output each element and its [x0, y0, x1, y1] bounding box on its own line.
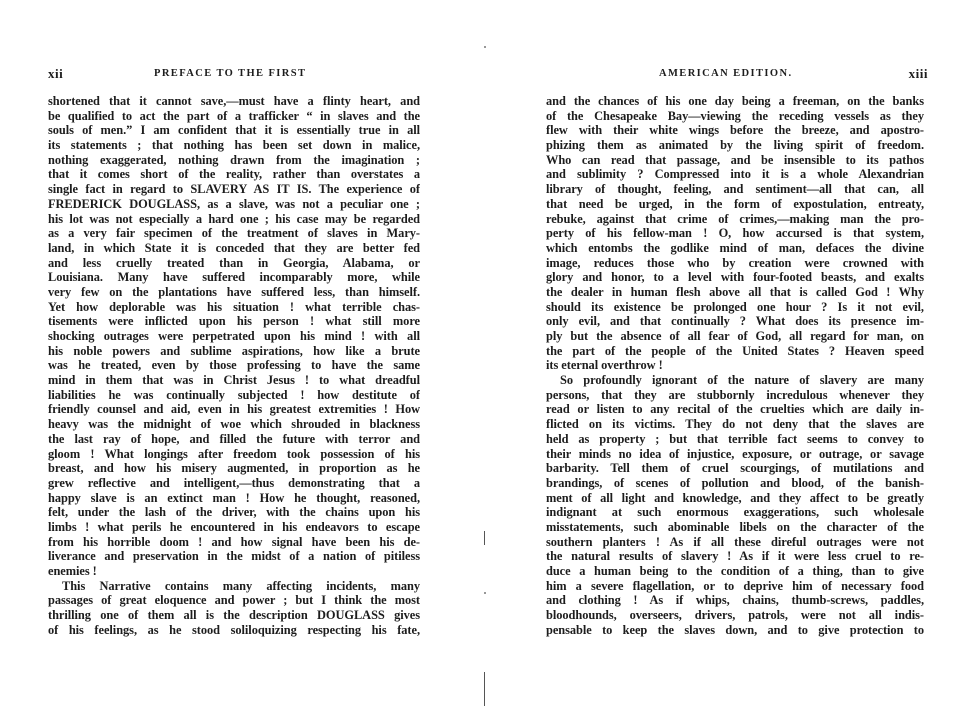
text-line: breast, and how his misery augmented, in proportion as he: [48, 461, 420, 476]
text-line: him a severe flagellation, or to deprive him of necessary food: [546, 578, 924, 593]
text-line: duce a human being to the condition of a thing, than to give: [546, 564, 924, 578]
text-line: held as property ; but that terrible fact seems to convey to: [546, 431, 924, 446]
left-page: [48, 0, 420, 727]
text-line: should its existence be prolonged one hour ? Is it not evil,: [546, 299, 924, 314]
text-line: flicted on its victims. They do not deny that the slaves are: [546, 417, 924, 432]
page-number: xii: [48, 66, 64, 81]
text-line: which entombs the godlike mind of man, defaces the divine: [546, 240, 924, 255]
text-line: and the chances of his one day being a freeman, on the banks: [546, 94, 924, 108]
text-line: tisements were inflicted upon his person ! what still more: [48, 314, 420, 329]
text-line: only evil, and that continually ? What does its presence im-: [546, 314, 924, 329]
text-line: persons, that they are stubbornly incredulous whenever they: [546, 387, 924, 402]
text-line: Louisiana. Many have suffered incomparably more, while: [48, 270, 420, 285]
scan-speck: [484, 592, 486, 594]
text-line: felt, under the lash of the driver, with the chains upon his: [48, 505, 420, 520]
running-head: AMERICAN EDITION.: [659, 68, 793, 79]
text-line: brandings, of scenes of pollution and blood, of the banish-: [546, 475, 924, 490]
text-line: of the Chesapeake Bay—viewing the receding vessels as they: [546, 108, 924, 123]
text-line: Who can read that passage, and be insensible to its pathos: [546, 152, 924, 167]
text-line: happy slave is an extinct man ! How he thought, reasoned,: [48, 490, 420, 505]
left-page-header: [48, 66, 420, 82]
text-line: This Narrative contains many affecting incidents, many: [62, 578, 420, 593]
text-line: his lot was not especially a hard one ; his case may be regarded: [48, 211, 420, 226]
right-page: [546, 0, 928, 727]
text-line: limbs ! what perils he encountered in his endeavors to escape: [48, 519, 420, 534]
text-line: glory and honor, to a level with four-footed beasts, and exalts: [546, 270, 924, 285]
gutter-mark: [484, 531, 485, 545]
text-line: was he treated, even by those professing to have the same: [48, 358, 420, 373]
running-head: PREFACE TO THE FIRST: [154, 68, 307, 79]
text-line: be qualified to act the part of a trafficker “ in slaves and the: [48, 108, 420, 123]
text-line: perty of his fellow-man ! O, how accursed is that system,: [546, 226, 924, 241]
text-line: mind in them that was in Christ Jesus ! to what dreadful: [48, 373, 420, 388]
text-line: flew with their white wings before the breeze, and apostro-: [546, 123, 924, 138]
text-line: gloom ! What longings after freedom took possession of his: [48, 446, 420, 461]
text-line: Yet how deplorable was his situation ! what terrible chas-: [48, 299, 420, 314]
text-line: as a very fair specimen of the treatment of slaves in Mary-: [48, 226, 420, 241]
text-line: shocking outrages were perpetrated upon his mind ! with all: [48, 329, 420, 343]
text-line: passages of great eloquence and power ; but I think the most: [48, 593, 420, 608]
text-line: thrilling one of them all is the description DOUGLASS gives: [48, 608, 420, 623]
text-line: FREDERICK DOUGLASS, as a slave, was not a peculiar one ;: [48, 196, 420, 211]
right-page-text: [546, 94, 924, 637]
right-page-header: [546, 66, 928, 82]
text-line: indignant at such enormous exaggerations, such wholesale: [546, 505, 924, 520]
text-line: heavy was the midnight of woe which shrouded in blackness: [48, 417, 420, 432]
text-line: from his horrible doom ! and how signal have been his de-: [48, 534, 420, 549]
text-line: friendly counsel and aid, even in his greatest extremities ! How: [48, 402, 420, 417]
text-line: image, reduces those who by creation were crowned with: [546, 255, 924, 270]
text-line: single fact in regard to SLAVERY AS IT IS. The experience of: [48, 182, 420, 197]
text-line: bloodhounds, overseers, drivers, patrols, were not all indis-: [546, 608, 924, 623]
text-line: rebuke, against that crime of crimes,—making man the pro-: [546, 211, 924, 226]
text-line: ply but the absence of all fear of God, all regard for man, on: [546, 329, 924, 343]
text-line: read or listen to any recital of the cruelties which are daily in-: [546, 402, 924, 417]
text-line: enemies !: [48, 564, 97, 578]
left-page-text: [48, 94, 420, 637]
text-line: southern planters ! As if all these direful outrages were not: [546, 534, 924, 549]
text-line: and sublimity ? Compressed into it is a whole Alexandrian: [546, 167, 924, 182]
text-line: library of thought, feeling, and sentiment—all that can, all: [546, 182, 924, 197]
text-line: pensable to keep the slaves down, and to give protection to: [546, 622, 924, 637]
text-line: very few on the plantations have suffered less, than himself.: [48, 284, 420, 299]
text-line: that it comes short of the reality, rather than overstates a: [48, 167, 420, 182]
text-line: their minds no idea of injustice, exposure, or outrage, or savage: [546, 446, 924, 461]
text-line: its eternal overthrow !: [546, 358, 663, 373]
text-line: grew reflective and intelligent,—thus demonstrating that a: [48, 475, 420, 490]
scan-speck: [484, 46, 486, 48]
gutter-mark: [484, 672, 485, 706]
text-line: liverance and preservation in the midst of a nation of pitiless: [48, 549, 420, 564]
text-line: the natural results of slavery ! As if it were less cruel to re-: [546, 549, 924, 564]
text-line: its statements ; that nothing has been set down in malice,: [48, 138, 420, 153]
text-line: liabilities he was continually subjected ! how destitute of: [48, 387, 420, 402]
text-line: the dealer in human flesh above all that is called God ! Why: [546, 284, 924, 299]
text-line: the part of the people of the United States ? Heaven speed: [546, 343, 924, 358]
text-line: and less cruelly treated than in Georgia, Alabama, or: [48, 255, 420, 270]
page-number: xiii: [908, 66, 928, 81]
text-line: nothing exaggerated, nothing drawn from the imagination ;: [48, 152, 420, 167]
text-line: souls of men.” I am confident that it is essentially true in all: [48, 123, 420, 138]
text-line: and clothing ! As if whips, chains, thumb-screws, paddles,: [546, 593, 924, 608]
text-line: the last ray of hope, and filled the future with terror and: [48, 431, 420, 446]
text-line: So profoundly ignorant of the nature of slavery are many: [560, 373, 924, 388]
text-line: that need be urged, in the form of expostulation, entreaty,: [546, 196, 924, 211]
text-line: his noble powers and sublime aspirations, how like a brute: [48, 343, 420, 358]
text-line: ment of all light and knowledge, and they affect to be greatly: [546, 490, 924, 505]
text-line: barbarity. Tell them of cruel scourgings, of mutilations and: [546, 461, 924, 476]
text-line: land, in which State it is conceded that they are better fed: [48, 240, 420, 255]
text-line: shortened that it cannot save,—must have a flinty heart, and: [48, 94, 420, 108]
text-line: of his feelings, as he stood soliloquizing respecting his fate,: [48, 622, 420, 637]
text-line: phizing them as animated by the living spirit of freedom.: [546, 138, 924, 153]
text-line: misstatements, such abominable libels on the character of the: [546, 519, 924, 534]
